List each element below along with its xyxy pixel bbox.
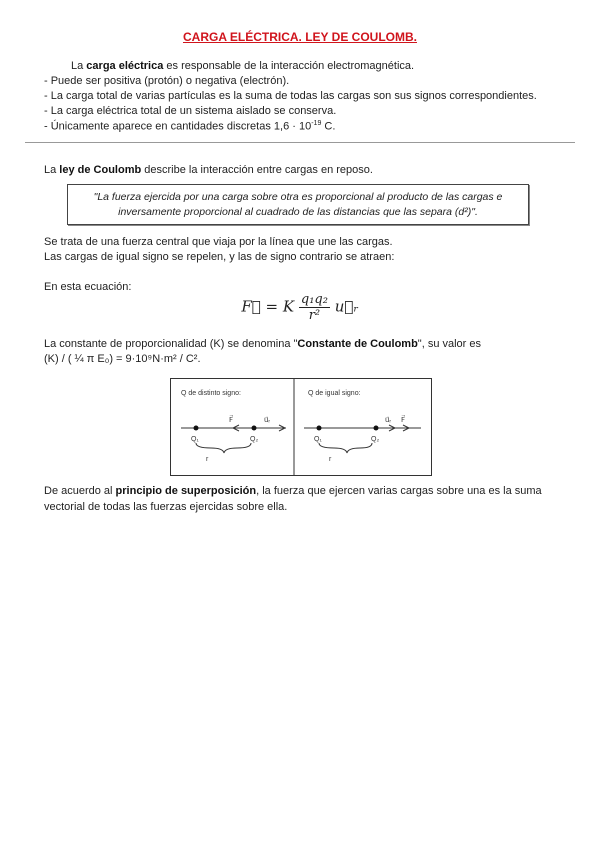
q1-label: Q₁ [191,436,199,443]
text: C. [321,120,336,133]
force-label: F⃗ [229,417,234,424]
superposition-paragraph [44,485,542,497]
unit-label: u⃗ᵣ [385,417,392,424]
page-title: CARGA ELÉCTRICA. LEY DE COULOMB. [182,30,417,44]
text-line: vectorial de todas las fuerzas ejercidas sobre ella. [44,501,288,513]
list-item: - Puede ser positiva (protón) o negativa (electrón). [44,75,290,87]
coulomb-intro [44,164,373,176]
bold-term: Constante de Coulomb [297,338,418,350]
text: ", su valor es [417,338,482,350]
charges-diagram [170,378,432,476]
distance-brace [196,443,251,453]
constant-value: (K) / ( ¼ π E₀) = 9·10⁹N·m² / C². [44,353,201,365]
quote-line: "La fuerza ejercida por una carga sobre otra es proporcional al producto de las cargas e [93,191,503,203]
text: , la fuerza que ejercen varias cargas sobre una es la suma [256,485,542,497]
denominator: r² [308,308,321,323]
numerator: q₁q₂ [300,292,328,307]
quote-line: inversamente proporcional al cuadrado de las distancias que las separa (d²)". [118,206,478,218]
q2-label: Q₂ [250,436,259,443]
panel-same-sign [304,390,421,463]
diagram-svg [171,379,431,475]
distance-label: r [329,456,332,463]
charge-q2 [374,426,379,431]
panel-opposite-sign [181,390,286,463]
coulomb-formula [0,292,600,323]
intro-paragraph [71,60,414,72]
text: La constante de proporcionalidad (K) se denomina " [44,338,298,350]
fraction [299,292,330,323]
panel-title: Q de distinto signo: [181,390,241,397]
constant-paragraph [44,338,481,350]
list-item: - La carga total de varias partículas es la suma de todas las cargas son sus signos correspondientes. [44,90,537,102]
force-label: F⃗ [401,417,406,424]
text-line: En esta ecuación: [44,281,132,293]
text-line: Las cargas de igual signo se repelen, y las de signo contrario se atraen: [44,251,395,263]
bold-term: carga eléctrica [86,60,164,72]
unit-label: u⃗ᵣ [264,417,271,424]
list-item [44,120,335,133]
charge-q1 [194,426,199,431]
text: La [44,164,60,176]
list-item: - La carga eléctrica total de un sistema aislado se conserva. [44,105,337,117]
charge-q1 [317,426,322,431]
bold-term: ley de Coulomb [59,164,142,176]
text: - Únicamente aparece en cantidades discretas 1,6 · 10 [44,120,312,133]
bold-term: principio de superposición [115,485,257,497]
distance-brace [319,443,372,453]
text: La [71,60,87,72]
q1-label: Q₁ [314,436,322,443]
panel-title: Q de igual signo: [308,390,361,397]
q2-label: Q₂ [371,436,380,443]
text: describe la interacción entre cargas en reposo. [141,164,373,176]
charge-q2 [252,426,257,431]
text: es responsable de la interacción electromagnética. [163,60,415,72]
unit-vector: u⃗ᵣ [334,297,359,316]
formula-lhs: F⃗ = K [241,297,295,316]
divider [25,142,575,143]
text-line: Se trata de una fuerza central que viaja por la línea que une las cargas. [44,236,393,248]
exponent: -19 [311,120,322,127]
distance-label: r [206,456,209,463]
quote-box [67,184,529,225]
text: De acuerdo al [44,485,116,497]
